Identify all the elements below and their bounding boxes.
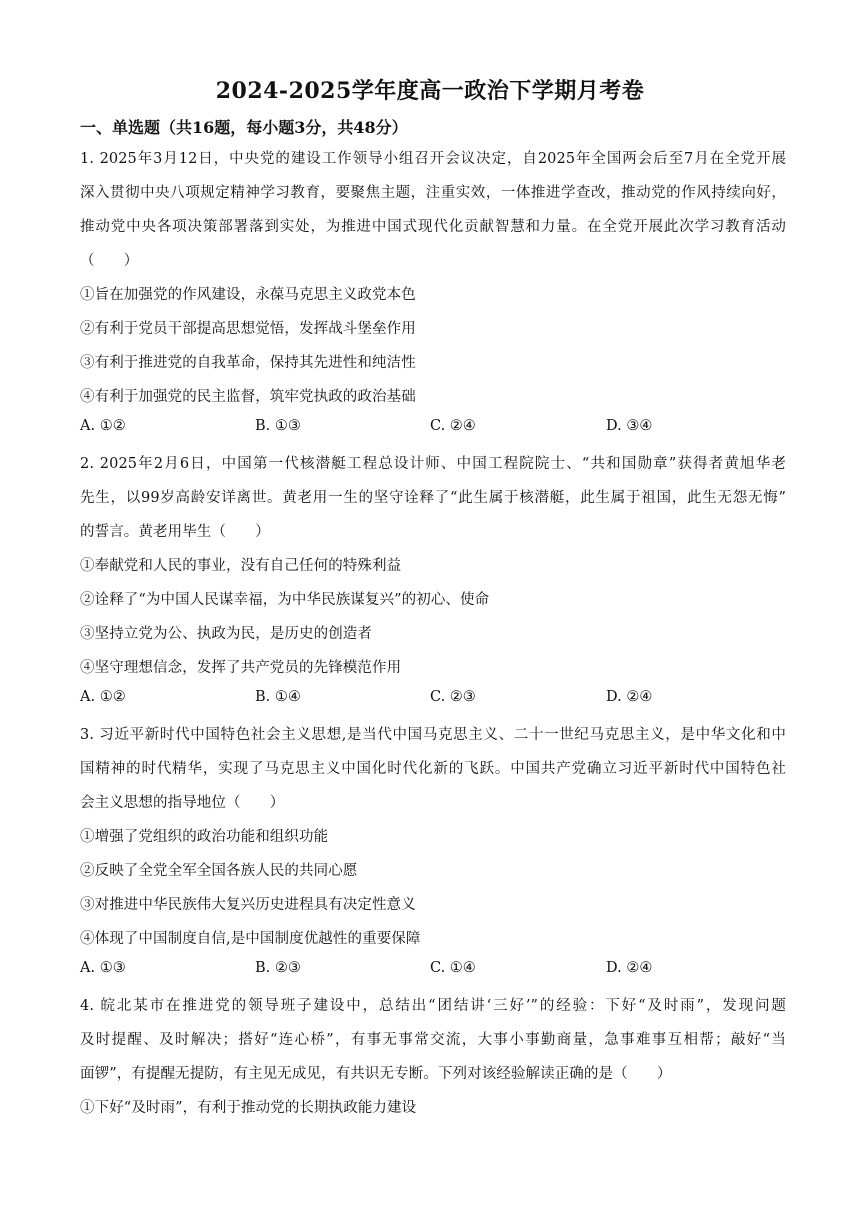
question-1-stem-line: （ ） (80, 253, 139, 269)
question-1-statement: ②有利于党员干部提高思想觉悟，发挥战斗堡垒作用 (80, 321, 416, 337)
question-2-stem-line: 2. 2025年2月6日，中国第一代核潜艇工程总设计师、中国工程院院士、“共和国勋章”获得者黄旭华老 (80, 456, 786, 472)
question-4-stem-line: 面锣”，有提醒无提防，有主见无成见，有共识无专断。下列对该经验解读正确的是（ ） (80, 1066, 672, 1082)
option-b[interactable]: B. ②③ (255, 960, 301, 976)
question-1-stem-line: 推动党中央各项决策部署落到实处，为推进中国式现代化贡献智慧和力量。在全党开展此次学习教育活动 (80, 219, 786, 235)
option-a[interactable]: A. ①② (80, 418, 126, 434)
option-c[interactable]: C. ②③ (430, 689, 476, 705)
question-3-stem-line: 国精神的时代精华，实现了马克思主义中国化时代化新的飞跃。中国共产党确立习近平新时代中国特色社 (80, 761, 786, 777)
question-2-stem-line: 的誓言。黄老用毕生（ ） (80, 524, 270, 540)
option-b[interactable]: B. ①③ (255, 418, 301, 434)
option-d[interactable]: D. ②④ (606, 960, 653, 976)
question-4-statement: ①下好“及时雨”，有利于推动党的长期执政能力建设 (80, 1100, 417, 1116)
question-3-statement: ①增强了党组织的政治功能和组织功能 (80, 829, 329, 845)
option-d[interactable]: D. ②④ (606, 689, 653, 705)
option-c[interactable]: C. ①④ (430, 960, 476, 976)
question-3-statement: ④体现了中国制度自信,是中国制度优越性的重要保障 (80, 931, 421, 947)
question-1-options (80, 418, 786, 438)
question-1-stem-line: 深入贯彻中央八项规定精神学习教育，要聚焦主题，注重实效，一体推进学查改，推动党的作风持续向好， (80, 185, 786, 201)
question-3-statement: ③对推进中华民族伟大复兴历史进程具有决定性意义 (80, 897, 416, 913)
page-title: 2024-2025学年度高一政治下学期月考卷 (215, 78, 645, 104)
question-1-statement: ①旨在加强党的作风建设，永葆马克思主义政党本色 (80, 287, 416, 303)
option-c[interactable]: C. ②④ (430, 418, 476, 434)
option-a[interactable]: A. ①② (80, 689, 126, 705)
question-2-options (80, 689, 786, 709)
question-1-stem-line: 1. 2025年3月12日，中央党的建设工作领导小组召开会议决定，自2025年全国两会后至7月在全党开展 (80, 151, 786, 167)
question-3-statement: ②反映了全党全军全国各族人民的共同心愿 (80, 863, 358, 879)
question-2-statement: ③坚持立党为公、执政为民，是历史的创造者 (80, 626, 372, 642)
question-1-statement: ③有利于推进党的自我革命，保持其先进性和纯洁性 (80, 355, 416, 371)
section-heading: 一、单选题（共16题，每小题3分，共48分） (80, 118, 408, 137)
question-2-statement: ①奉献党和人民的事业，没有自己任何的特殊利益 (80, 558, 402, 574)
question-4-stem-line: 及时提醒、及时解决；搭好“连心桥”，有事无事常交流，大事小事勤商量，急事难事互相帮；敲好“当 (80, 1032, 786, 1048)
option-d[interactable]: D. ③④ (606, 418, 653, 434)
option-a[interactable]: A. ①③ (80, 960, 126, 976)
question-1-statement: ④有利于加强党的民主监督，筑牢党执政的政治基础 (80, 389, 416, 405)
option-b[interactable]: B. ①④ (255, 689, 301, 705)
question-2-stem-line: 先生，以99岁高龄安详离世。黄老用一生的坚守诠释了“此生属于核潜艇，此生属于祖国，此生无怨无悔” (80, 490, 786, 506)
question-3-stem-line: 3. 习近平新时代中国特色社会主义思想,是当代中国马克思主义、二十一世纪马克思主义，是中华文化和中 (80, 727, 786, 743)
question-2-statement: ②诠释了“为中国人民谋幸福，为中华民族谋复兴”的初心、使命 (80, 592, 490, 608)
question-4-stem-line: 4. 皖北某市在推进党的领导班子建设中，总结出“团结讲‘三好’”的经验：下好“及时雨”，发现问题 (80, 998, 786, 1014)
question-3-stem-line: 会主义思想的指导地位（ ） (80, 795, 285, 811)
question-3-options (80, 960, 786, 980)
question-2-statement: ④坚守理想信念，发挥了共产党员的先锋模范作用 (80, 660, 402, 676)
